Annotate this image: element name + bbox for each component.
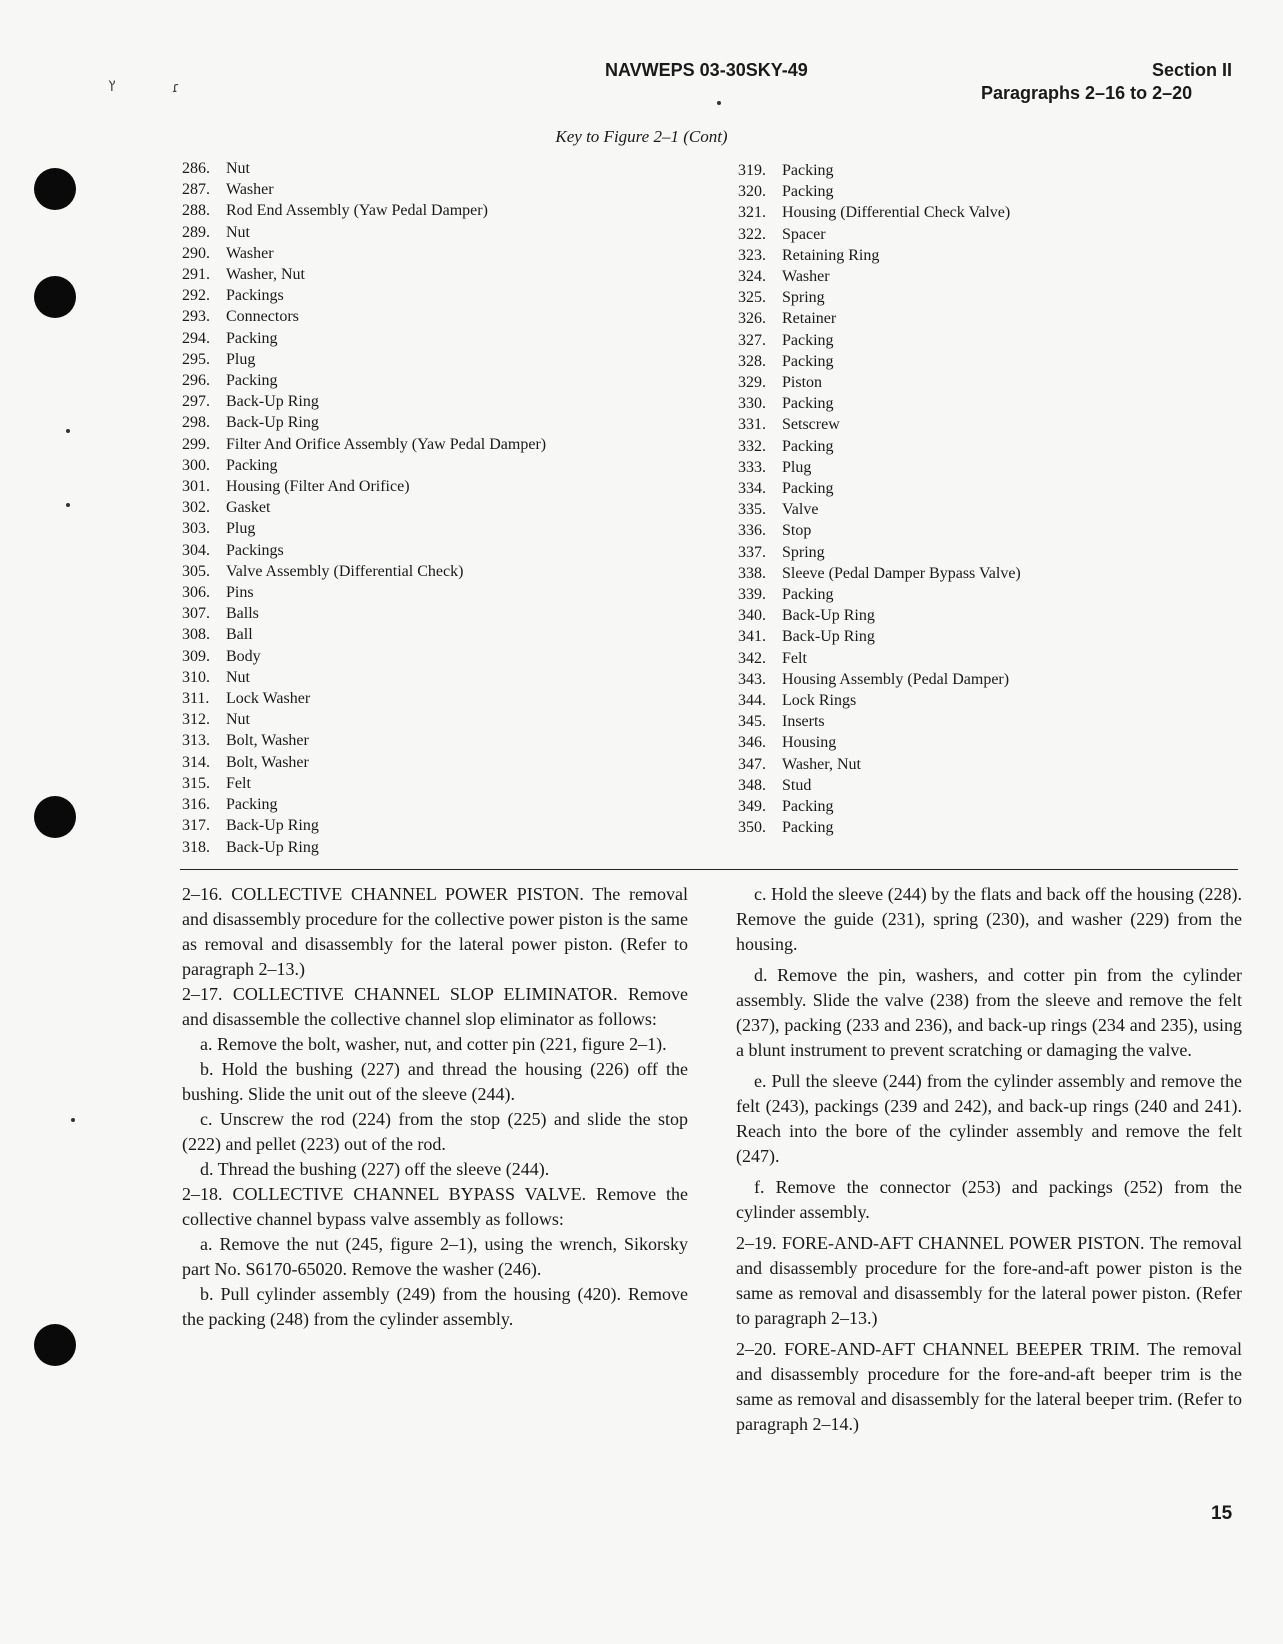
- key-item-label: Packing: [226, 796, 278, 814]
- key-item-label: Stop: [782, 522, 812, 540]
- paragraphs-range: Paragraphs 2–16 to 2–20: [981, 83, 1193, 103]
- key-item: [738, 330, 1021, 351]
- key-item: [738, 160, 1021, 181]
- key-item-label: Plug: [226, 520, 256, 538]
- key-item-number: 340.: [738, 607, 766, 625]
- key-item: [182, 349, 546, 370]
- key-item-label: Back-Up Ring: [226, 393, 319, 411]
- key-item-number: 286.: [182, 160, 210, 177]
- key-item-label: Housing Assembly (Pedal Damper): [782, 670, 1010, 688]
- key-item: [182, 476, 546, 497]
- key-item: [738, 372, 1021, 393]
- key-item: [182, 328, 546, 349]
- key-item-label: Packing: [782, 798, 834, 816]
- key-item-label: Gasket: [226, 499, 271, 517]
- key-item-number: 317.: [182, 817, 210, 835]
- key-item-label: Retaining Ring: [782, 246, 880, 264]
- step-2-18-d: d. Remove the pin, washers, and cotter pin from the cylinder assembly. Slide the valve (238) from the sleeve and remove the felt (237), packing (233 and 236), and back-up rings (234 and 235), using a blunt instrument to prevent scratching or damaging the valve.: [736, 965, 1242, 1060]
- key-item-label: Packing: [782, 183, 834, 201]
- key-item-label: Felt: [226, 774, 251, 792]
- key-item: [738, 202, 1021, 223]
- key-item-label: Spring: [782, 289, 825, 307]
- key-item-number: 350.: [738, 819, 766, 837]
- key-item: [182, 264, 546, 285]
- key-item-number: 310.: [182, 668, 210, 686]
- key-item-number: 294.: [182, 329, 210, 347]
- key-item-number: 323.: [738, 246, 766, 264]
- key-item: [182, 540, 546, 561]
- step-2-17-b: b. Hold the bushing (227) and thread the housing (226) off the bushing. Slide the unit out of the sleeve (244).: [182, 1059, 688, 1104]
- key-item-number: 318.: [182, 838, 210, 856]
- key-item-label: Plug: [226, 350, 256, 368]
- key-item-number: 335.: [738, 501, 766, 519]
- paragraph-2-20: 2–20. FORE-AND-AFT CHANNEL BEEPER TRIM. The removal and disassembly procedure for the fore-and-aft beeper trim is the same as removal and disassembly for the lateral beeper trim. (Refer to paragraph 2–14.): [736, 1339, 1242, 1434]
- key-item: [738, 393, 1021, 414]
- key-item-label: Packing: [226, 372, 278, 390]
- key-item: [738, 414, 1021, 435]
- key-item-number: 309.: [182, 647, 210, 665]
- key-item-label: Plug: [782, 458, 812, 476]
- key-item-number: 333.: [738, 458, 766, 476]
- key-item-number: 302.: [182, 499, 210, 517]
- key-item-number: 295.: [182, 350, 210, 368]
- key-item: [182, 222, 546, 243]
- key-item-number: 314.: [182, 753, 210, 771]
- key-item-label: Piston: [782, 374, 823, 392]
- key-item-label: Washer, Nut: [226, 266, 305, 284]
- key-item-label: Filter And Orifice Assembly (Yaw Pedal Damper): [226, 435, 547, 453]
- key-item-label: Ball: [226, 626, 253, 644]
- key-item-number: 347.: [738, 755, 766, 773]
- key-item-label: Bolt, Washer: [226, 732, 309, 750]
- key-item: [738, 775, 1021, 796]
- key-item: [182, 688, 546, 709]
- key-item-number: 336.: [738, 522, 766, 540]
- key-item-number: 329.: [738, 374, 766, 392]
- key-item: [182, 391, 546, 412]
- key-item-number: 300.: [182, 456, 210, 474]
- key-item-number: 303.: [182, 520, 210, 538]
- body-left-column: [182, 882, 688, 1332]
- key-item: [182, 370, 546, 391]
- body-right-column: [736, 882, 1242, 1437]
- paragraph-2-18: 2–18. COLLECTIVE CHANNEL BYPASS VALVE. Remove the collective channel bypass valve assembly as follows:: [182, 1184, 688, 1229]
- key-item-label: Packing: [782, 331, 834, 349]
- key-item: [738, 648, 1021, 669]
- key-item-number: 290.: [182, 244, 210, 262]
- scan-speck: [66, 503, 70, 507]
- scan-speck: [66, 429, 70, 433]
- key-item-number: 327.: [738, 331, 766, 349]
- key-item-number: 301.: [182, 478, 210, 496]
- key-item-number: 348.: [738, 776, 766, 794]
- key-item-number: 332.: [738, 437, 766, 455]
- key-item-number: 291.: [182, 266, 210, 284]
- key-item-number: 319.: [738, 162, 766, 179]
- key-item-label: Inserts: [782, 713, 825, 731]
- key-item-label: Connectors: [226, 308, 299, 326]
- paragraph-2-19: 2–19. FORE-AND-AFT CHANNEL POWER PISTON. The removal and disassembly procedure for the fore-and-aft power piston is the same as removal and disassembly for the lateral power piston. (Refer to paragraph 2–13.): [736, 1233, 1242, 1328]
- key-item: [182, 624, 546, 645]
- key-item-label: Setscrew: [782, 416, 840, 434]
- key-item: [738, 817, 1021, 838]
- key-item: [182, 794, 546, 815]
- step-2-18-b: b. Pull cylinder assembly (249) from the housing (420). Remove the packing (248) from the cylinder assembly.: [182, 1284, 688, 1329]
- key-item-label: Nut: [226, 711, 250, 729]
- key-item: [738, 308, 1021, 329]
- key-item-number: 341.: [738, 628, 766, 646]
- scan-speck: [71, 1118, 75, 1122]
- step-2-17-a: a. Remove the bolt, washer, nut, and cotter pin (221, figure 2–1).: [200, 1034, 667, 1054]
- figure-key-title: Key to Figure 2–1 (Cont): [555, 127, 728, 146]
- key-item-number: 338.: [738, 564, 766, 582]
- key-item-number: 326.: [738, 310, 766, 328]
- key-item: [738, 245, 1021, 266]
- key-item: [738, 287, 1021, 308]
- key-item-number: 334.: [738, 480, 766, 498]
- key-item-label: Packings: [226, 541, 284, 559]
- key-item-label: Packing: [782, 395, 834, 413]
- key-item-number: 306.: [182, 584, 210, 602]
- step-2-17-d: d. Thread the bushing (227) off the sleeve (244).: [200, 1159, 550, 1179]
- step-2-18-c: c. Hold the sleeve (244) by the flats and back off the housing (228). Remove the guide (231), spring (230), and washer (229) from the housing.: [736, 884, 1242, 954]
- key-item-number: 321.: [738, 204, 766, 222]
- key-item: [182, 497, 546, 518]
- key-item-number: 298.: [182, 414, 210, 432]
- key-item-number: 337.: [738, 543, 766, 561]
- step-2-18-e: e. Pull the sleeve (244) from the cylinder assembly and remove the felt (243), packings (239 and 242), and back-up rings (240 and 241). Reach into the bore of the cylinder assembly and remove the felt (247).: [736, 1071, 1242, 1166]
- key-item: [182, 412, 546, 433]
- key-item-number: 346.: [738, 734, 766, 752]
- key-item-number: 316.: [182, 796, 210, 814]
- key-item: [182, 200, 546, 221]
- key-item-number: 304.: [182, 541, 210, 559]
- key-item: [738, 457, 1021, 478]
- section-divider: [180, 869, 1238, 870]
- key-item-number: 293.: [182, 308, 210, 326]
- punch-hole-4: [34, 1324, 76, 1366]
- key-item-label: Balls: [226, 605, 259, 623]
- key-item-number: 349.: [738, 798, 766, 816]
- key-item: [738, 478, 1021, 499]
- scan-mark: ɾ: [172, 80, 180, 96]
- key-item-label: Washer: [226, 244, 274, 262]
- step-2-17-c: c. Unscrew the rod (224) from the stop (225) and slide the stop (222) and pellet (223) out of the rod.: [182, 1109, 688, 1154]
- key-item-number: 312.: [182, 711, 210, 729]
- key-item: [182, 434, 546, 455]
- key-item-number: 320.: [738, 183, 766, 201]
- key-item-label: Packing: [226, 456, 278, 474]
- key-item-number: 311.: [182, 690, 210, 708]
- key-item-label: Housing (Differential Check Valve): [782, 204, 1011, 222]
- key-item-label: Housing: [782, 734, 837, 752]
- key-item-number: 339.: [738, 586, 766, 604]
- key-item-number: 313.: [182, 732, 210, 750]
- key-item-number: 315.: [182, 774, 210, 792]
- key-item-number: 297.: [182, 393, 210, 411]
- key-item: [182, 518, 546, 539]
- key-item-label: Housing (Filter And Orifice): [226, 478, 410, 496]
- key-item-label: Back-Up Ring: [226, 817, 319, 835]
- key-item: [182, 773, 546, 794]
- key-item-label: Nut: [226, 668, 250, 686]
- key-item-label: Packing: [782, 819, 834, 837]
- key-item-label: Back-Up Ring: [782, 628, 875, 646]
- key-item-label: Packing: [226, 329, 278, 347]
- key-item-number: 287.: [182, 181, 210, 199]
- paragraph-2-16: 2–16. COLLECTIVE CHANNEL POWER PISTON. The removal and disassembly procedure for the collective power piston is the same as removal and disassembly for the lateral power piston. (Refer to paragraph 2–13.): [182, 884, 688, 979]
- key-item-number: 328.: [738, 352, 766, 370]
- scan-mark: ץ: [108, 76, 116, 92]
- key-item-number: 345.: [738, 713, 766, 731]
- key-item: [182, 752, 546, 773]
- key-item-label: Lock Washer: [226, 690, 311, 708]
- key-item: [182, 306, 546, 327]
- key-item: [738, 224, 1021, 245]
- key-item-label: Packing: [782, 586, 834, 604]
- key-item-label: Back-Up Ring: [782, 607, 875, 625]
- key-item: [738, 690, 1021, 711]
- key-item-label: Felt: [782, 649, 807, 667]
- key-item-label: Packing: [782, 162, 834, 179]
- key-item-number: 322.: [738, 225, 766, 243]
- key-item: [738, 542, 1021, 563]
- step-2-18-a: a. Remove the nut (245, figure 2–1), using the wrench, Sikorsky part No. S6170-65020. Remove the washer (246).: [182, 1234, 688, 1279]
- key-item: [182, 646, 546, 667]
- key-item: [182, 837, 546, 858]
- punch-hole-3: [34, 796, 76, 838]
- key-item: [738, 754, 1021, 775]
- key-item-number: 288.: [182, 202, 210, 220]
- key-item-label: Stud: [782, 776, 812, 794]
- key-item-number: 296.: [182, 372, 210, 390]
- key-item-number: 342.: [738, 649, 766, 667]
- key-item-number: 305.: [182, 562, 210, 580]
- key-item: [182, 815, 546, 836]
- key-item-number: 324.: [738, 268, 766, 286]
- figure-key-right-column: [738, 160, 1021, 839]
- key-item-label: Packing: [782, 480, 834, 498]
- key-item: [738, 436, 1021, 457]
- key-item: [738, 796, 1021, 817]
- key-item-label: Washer, Nut: [782, 755, 861, 773]
- key-item-number: 307.: [182, 605, 210, 623]
- key-item-number: 343.: [738, 670, 766, 688]
- key-item: [738, 181, 1021, 202]
- key-item-label: Washer: [782, 268, 830, 286]
- key-item: [738, 626, 1021, 647]
- key-item: [738, 669, 1021, 690]
- key-item-label: Packing: [782, 437, 834, 455]
- key-item-label: Spacer: [782, 225, 826, 243]
- key-item: [738, 732, 1021, 753]
- key-item-label: Bolt, Washer: [226, 753, 309, 771]
- key-item-label: Rod End Assembly (Yaw Pedal Damper): [226, 202, 488, 220]
- key-item: [182, 730, 546, 751]
- key-item: [182, 709, 546, 730]
- key-item: [182, 158, 546, 179]
- key-item: [182, 179, 546, 200]
- key-item-label: Back-Up Ring: [226, 414, 319, 432]
- key-item: [182, 582, 546, 603]
- key-item: [182, 561, 546, 582]
- punch-hole-2: [34, 276, 76, 318]
- key-item: [182, 667, 546, 688]
- key-item-label: Back-Up Ring: [226, 838, 319, 856]
- key-item: [738, 605, 1021, 626]
- step-2-18-f: f. Remove the connector (253) and packings (252) from the cylinder assembly.: [736, 1177, 1242, 1222]
- key-item-number: 308.: [182, 626, 210, 644]
- scan-speck: [717, 101, 721, 105]
- key-item-label: Valve: [782, 501, 819, 519]
- document-number: NAVWEPS 03-30SKY-49: [605, 60, 808, 80]
- key-item-label: Pins: [226, 584, 254, 602]
- key-item-number: 299.: [182, 435, 210, 453]
- key-item-label: Nut: [226, 160, 250, 177]
- key-item-label: Nut: [226, 223, 250, 241]
- key-item: [182, 455, 546, 476]
- punch-hole-1: [34, 168, 76, 210]
- key-item-label: Spring: [782, 543, 825, 561]
- key-item: [738, 351, 1021, 372]
- key-item-label: Packings: [226, 287, 284, 305]
- page-number: 15: [1211, 1503, 1233, 1524]
- key-item: [738, 499, 1021, 520]
- key-item-label: Retainer: [782, 310, 837, 328]
- key-item-number: 344.: [738, 692, 766, 710]
- key-item: [738, 711, 1021, 732]
- key-item: [738, 563, 1021, 584]
- key-item: [738, 266, 1021, 287]
- key-item-label: Packing: [782, 352, 834, 370]
- key-item: [738, 520, 1021, 541]
- key-item: [738, 584, 1021, 605]
- key-item-label: Washer: [226, 181, 274, 199]
- key-item-label: Lock Rings: [782, 692, 857, 710]
- paragraph-2-17: 2–17. COLLECTIVE CHANNEL SLOP ELIMINATOR. Remove and disassemble the collective channel slop eliminator as follows:: [182, 984, 688, 1029]
- key-item-number: 331.: [738, 416, 766, 434]
- key-item-number: 325.: [738, 289, 766, 307]
- key-item: [182, 243, 546, 264]
- key-item-label: Valve Assembly (Differential Check): [226, 562, 464, 580]
- key-item: [182, 285, 546, 306]
- key-item-number: 330.: [738, 395, 766, 413]
- figure-key-left-column: [182, 158, 546, 858]
- key-item: [182, 603, 546, 624]
- key-item-number: 289.: [182, 223, 210, 241]
- key-item-number: 292.: [182, 287, 210, 305]
- key-item-label: Body: [226, 647, 261, 665]
- section-label: Section II: [1152, 60, 1233, 80]
- key-item-label: Sleeve (Pedal Damper Bypass Valve): [782, 564, 1021, 582]
